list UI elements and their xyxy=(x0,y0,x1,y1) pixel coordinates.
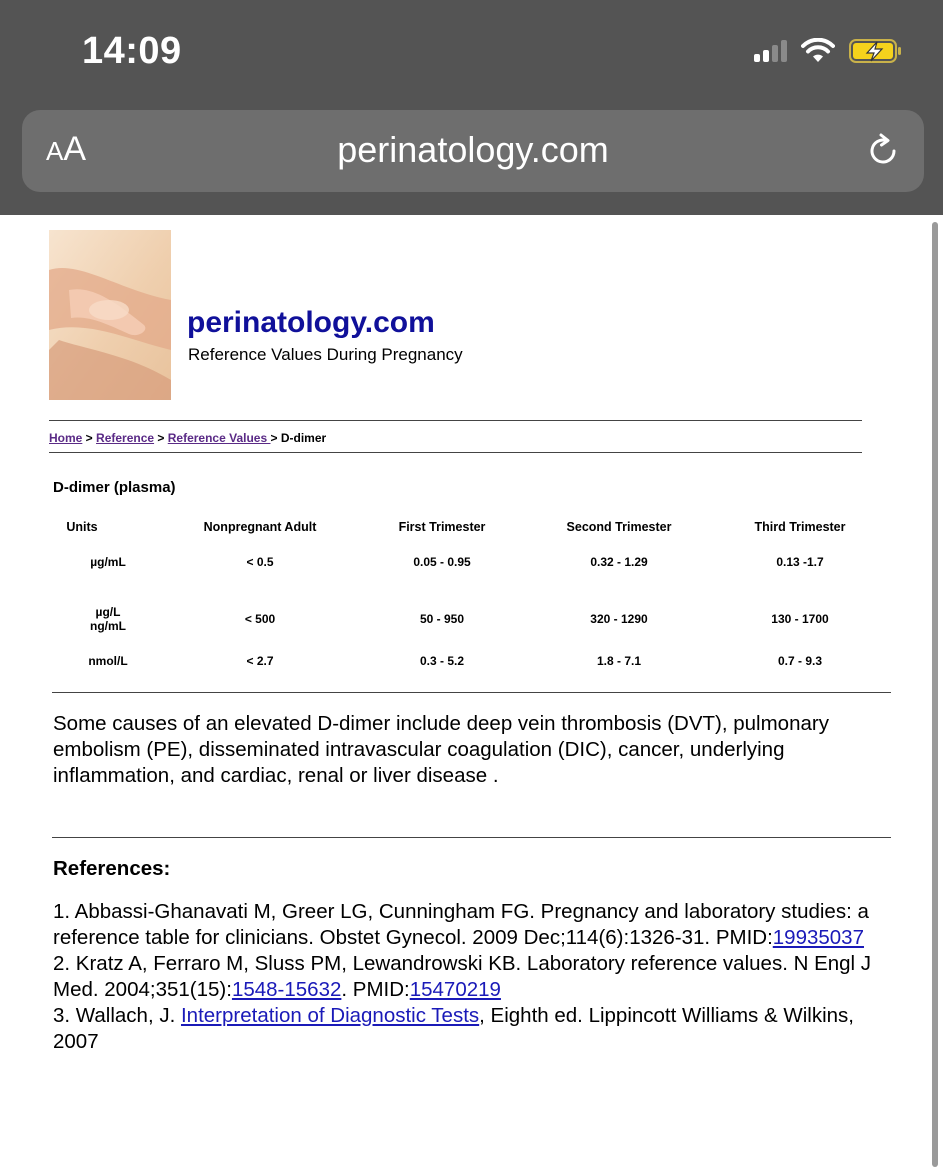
table-row-units: µg/mL xyxy=(90,555,126,569)
description-paragraph: Some causes of an elevated D-dimer include deep vein thrombosis (DVT), pulmonary embolism (PE), disseminated intravascular coagulation (DIC), cancer, underlying inflammation, and cardiac, renal or liver disease . xyxy=(53,712,829,787)
site-tagline: Reference Values During Pregnancy xyxy=(188,345,463,364)
hero-image-hands xyxy=(49,230,171,400)
table-header-units: Units xyxy=(66,520,98,534)
reference-item: 1. Abbassi-Ghanavati M, Greer LG, Cunningham FG. Pregnancy and laboratory studies: a reference table for clinicians. Obstet Gynecol. 2009 Dec;114(6):1326-31. PMID:19935037 xyxy=(53,900,869,949)
table-row-units-line: ng/mL xyxy=(90,619,126,633)
divider xyxy=(52,692,891,693)
table-cell: < 0.5 xyxy=(246,555,274,569)
table-header-third-trimester: Third Trimester xyxy=(754,520,846,534)
table-cell: 50 - 950 xyxy=(419,612,465,626)
status-icons xyxy=(754,36,903,66)
table-row-units: nmol/L xyxy=(88,654,128,668)
browser-chrome xyxy=(0,0,943,215)
pmid-link[interactable]: 19935037 xyxy=(772,926,864,949)
table-cell: < 500 xyxy=(244,612,276,626)
table-cell: < 2.7 xyxy=(246,654,274,668)
table-header-second-trimester: Second Trimester xyxy=(566,520,672,534)
table-cell: 1.8 - 7.1 xyxy=(596,654,642,668)
pmid-link[interactable]: 15470219 xyxy=(409,978,501,1001)
breadcrumb-reference[interactable]: Reference xyxy=(96,431,155,445)
breadcrumb-separator: > xyxy=(82,431,97,445)
site-title[interactable]: perinatology.com xyxy=(187,306,435,339)
book-link[interactable]: Interpretation of Diagnostic Tests xyxy=(180,1004,480,1027)
table-cell: 0.13 -1.7 xyxy=(776,555,824,569)
breadcrumb xyxy=(49,431,326,445)
reference-item: 3. Wallach, J. Interpretation of Diagnostic Tests, Eighth ed. Lippincott Williams & Wilkins, 2007 xyxy=(53,1004,854,1053)
table-cell: 130 - 1700 xyxy=(771,612,829,626)
references-list xyxy=(53,899,903,1055)
table-row-units-line: µg/L xyxy=(95,605,121,619)
table-cell: 0.3 - 5.2 xyxy=(419,654,465,668)
table-row-units xyxy=(68,605,148,633)
divider xyxy=(49,420,862,421)
battery-charging-icon xyxy=(849,38,903,64)
wifi-icon xyxy=(801,38,835,64)
table-cell: 0.32 - 1.29 xyxy=(590,555,648,569)
reference-item: 2. Kratz A, Ferraro M, Sluss PM, Lewandrowski KB. Laboratory reference values. N Engl J Med. 2004;351(15):1548-15632. PMID:15470219 xyxy=(53,952,872,1001)
table-header-first-trimester: First Trimester xyxy=(398,520,486,534)
url-text[interactable]: perinatology.com xyxy=(337,129,609,170)
reader-text-size-button[interactable]: AA xyxy=(46,130,87,168)
divider xyxy=(49,452,862,453)
breadcrumb-current: > D-dimer xyxy=(270,431,327,445)
breadcrumb-home[interactable]: Home xyxy=(49,431,83,445)
table-cell: 0.7 - 9.3 xyxy=(777,654,823,668)
cellular-signal-icon xyxy=(754,40,787,62)
breadcrumb-separator: > xyxy=(154,431,168,445)
references-heading: References: xyxy=(53,857,171,880)
table-header-nonpregnant: Nonpregnant Adult xyxy=(203,520,317,534)
table-cell: 320 - 1290 xyxy=(590,612,648,626)
page-link[interactable]: 1548-15632 xyxy=(231,978,342,1001)
table-title: D-dimer (plasma) xyxy=(53,479,176,496)
status-time: 14:09 xyxy=(82,30,182,72)
reload-icon[interactable] xyxy=(864,132,902,170)
breadcrumb-reference-values[interactable]: Reference Values xyxy=(167,431,271,445)
table-cell: 0.05 - 0.95 xyxy=(413,555,471,569)
divider xyxy=(52,837,891,838)
address-bar[interactable] xyxy=(22,110,924,192)
scrollbar[interactable] xyxy=(932,222,938,1167)
